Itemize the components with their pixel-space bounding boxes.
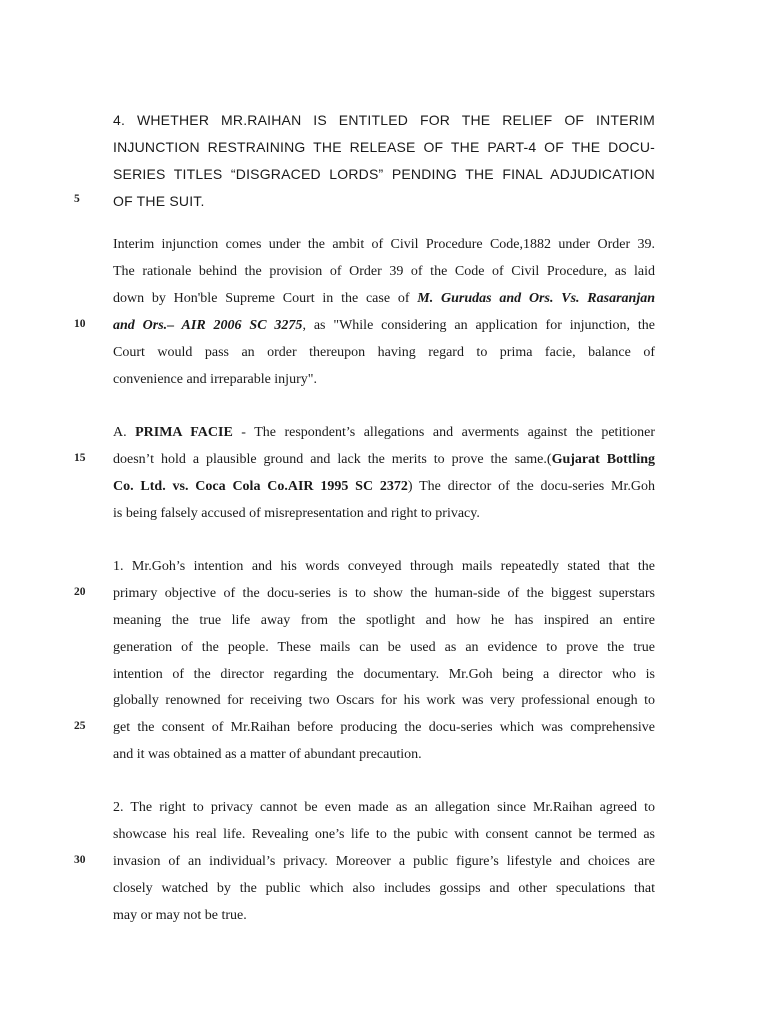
heading-line: 4. WHETHER MR.RAIHAN IS ENTITLED FOR THE RELIEF OF INTERIM [113,112,655,128]
line-number: 10 [74,318,86,330]
paragraph-line: may or may not be true. [113,908,247,923]
paragraph-line: invasion of an individual’s privacy. Moreover a public figure’s lifestyle and choices are [113,854,655,869]
paragraph-line: closely watched by the public which also includes gossips and other speculations that [113,881,655,896]
paragraph-line: globally renowned for receiving two Oscars for his work was very professional enough to [113,693,655,708]
line-number: 30 [74,854,86,866]
case-citation: and Ors.– AIR 2006 SC 3275 [113,318,303,333]
paragraph-line [113,479,655,495]
paragraph-line [113,318,655,334]
paragraph-line: convenience and irreparable injury". [113,372,317,387]
case-citation: Gujarat Bottling [551,452,655,467]
heading-line: SERIES TITLES “DISGRACED LORDS” PENDING THE FINAL ADJUDICATION [113,166,655,182]
paragraph-line: The rationale behind the provision of Order 39 of the Code of Civil Procedure, as laid [113,264,655,279]
paragraph-line: is being falsely accused of misrepresentation and right to privacy. [113,506,480,521]
paragraph-line: 2. The right to privacy cannot be even made as an allegation since Mr.Raihan agreed to [113,800,655,815]
line-number: 15 [74,452,86,464]
paragraph-line: showcase his real life. Revealing one’s life to the pubic with consent cannot be termed as [113,827,655,842]
line-number: 5 [74,193,80,205]
heading-line: INJUNCTION RESTRAINING THE RELEASE OF THE PART-4 OF THE DOCU- [113,139,655,155]
text-run: - The respondent’s allegations and averments against the petitioner [232,425,655,440]
paragraph-line [113,291,655,307]
text-run: , as "While considering an application for injunction, the [302,318,656,333]
paragraph-line: intention of the director regarding the documentary. Mr.Goh being a director who is [113,667,655,682]
subheading-prima-facie: PRIMA FACIE [135,425,233,440]
case-citation: M. Gurudas and Ors. Vs. Rasaranjan [417,291,655,306]
paragraph-line [113,452,655,468]
line-number: 25 [74,720,86,732]
case-citation: Co. Ltd. vs. Coca Cola Co.AIR 1995 SC 2372 [113,479,408,494]
paragraph-line: Interim injunction comes under the ambit of Civil Procedure Code,1882 under Order 39. [113,237,655,252]
paragraph-line: Court would pass an order thereupon having regard to prima facie, balance of [113,345,655,360]
paragraph-line: 1. Mr.Goh’s intention and his words conveyed through mails repeatedly stated that the [113,559,655,574]
text-run: doesn’t hold a plausible ground and lack the merits to prove the same.( [113,452,552,467]
line-number: 20 [74,586,86,598]
text-run: ) The director of the docu-series Mr.Goh [407,479,655,494]
text-run: A. [113,425,136,440]
paragraph-line: and it was obtained as a matter of abundant precaution. [113,747,422,762]
paragraph-line: primary objective of the docu-series is to show the human-side of the biggest superstars [113,586,655,601]
paragraph-line [113,425,655,441]
text-run: down by Hon'ble Supreme Court in the case of [113,291,418,306]
paragraph-line: get the consent of Mr.Raihan before producing the docu-series which was comprehensive [113,720,655,735]
heading-line: OF THE SUIT. [113,193,205,209]
paragraph-line: meaning the true life away from the spotlight and how he has inspired an entire [113,613,655,628]
paragraph-line: generation of the people. These mails can be used as an evidence to prove the true [113,640,655,655]
